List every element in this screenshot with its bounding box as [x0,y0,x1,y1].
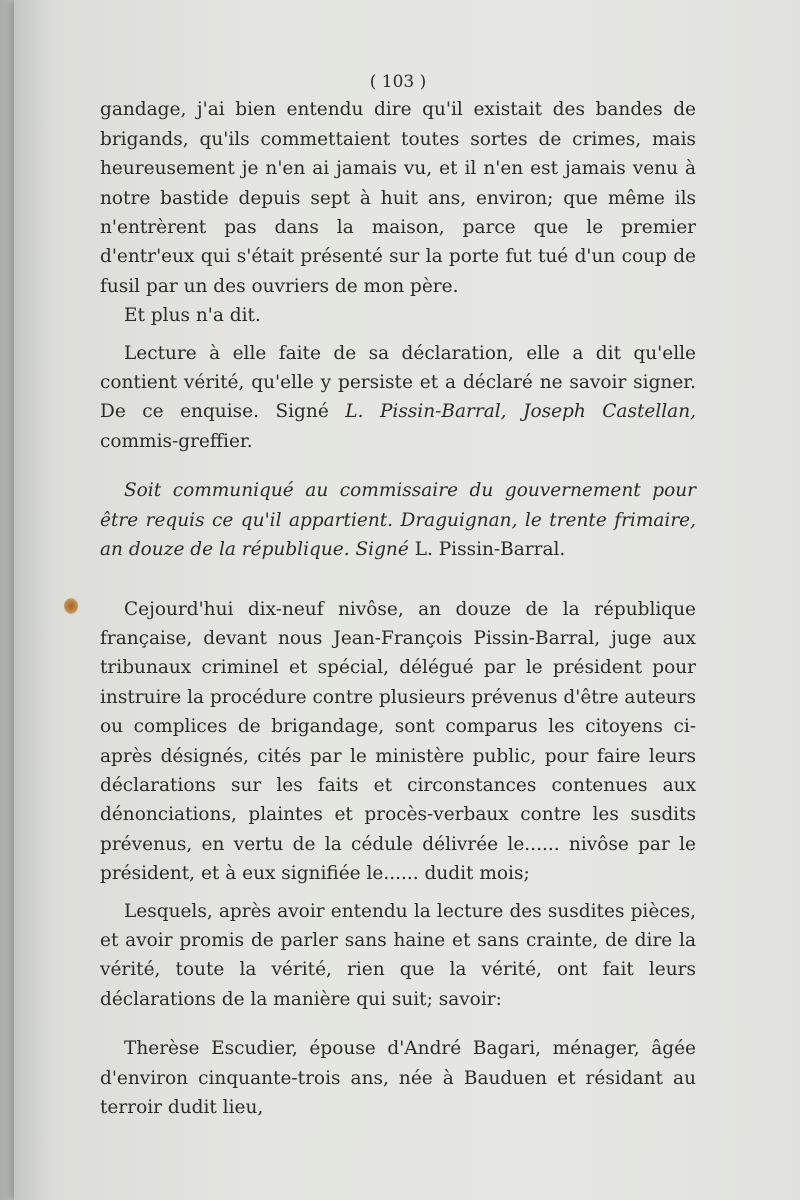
paragraph-witness-identity: Therèse Escudier, épouse d'André Bagari, ménager, âgée d'environ cinquante-trois ans, née à Bauduen et résidant au terroir dudit lieu, [100,1038,696,1118]
page-text [100,68,696,1122]
communication-order-text: Soit communiqué au commissaire du gouvernement pour être requis ce qu'il appartient. Draguignan, le trente frimaire, an douze de la république. Signé [100,480,696,561]
paragraph-closing-statement: Et plus n'a dit. [124,305,261,327]
signature-prefix: Signé [275,401,329,423]
page-number: ( 103 ) [369,72,427,92]
paragraph-brigandage-testimony: gandage, j'ai bien entendu dire qu'il existait des bandes de brigands, qu'ils commettaient toutes sortes de crimes, mais heureusement je n'en ai jamais vu, et il n'en est jamais venu à notre bastide depuis sept à huit ans, environ; que même ils n'entrèrent pas dans la maison, parce que le premier d'entr'eux qui s'était présenté sur la porte fut tué d'un coup de fusil par un des ouvriers de mon père. [100,99,696,297]
paragraph-reading-declaration [100,339,696,457]
reading-declaration-text: Lecture à elle faite de sa déclaration, elle a dit qu'elle contient vérité, qu'elle y persiste et a déclaré ne savoir signer. De ce enquise. [100,342,696,423]
order-signature-names: L. Pissin-Barral. [414,539,566,561]
paragraph-communication-order [100,476,696,564]
paragraph-oath: Lesquels, après avoir entendu la lecture des susdites pièces, et avoir promis de parler sans haine et sans crainte, de dire la vérité, toute la vérité, rien que la vérité, ont fait leurs déclarations de la manière qui suit; savoir: [100,900,696,1010]
paragraph-hearing-opening: Cejourd'hui dix-neuf nivôse, an douze de la république française, devant nous Jean-François Pissin-Barral, juge aux tribunaux criminel et spécial, délégué par le président pour instruire la procédure contre plusieurs prévenus d'être auteurs ou complices de brigandage, sont comparus les citoyens ci-après désignés, cités par le ministère public, pour faire leurs déclarations sur les faits et circonstances contenues aux dénonciations, plaintes et procès-verbaux contre les susdits prévenus, en vertu de la cédule délivrée le...... nivôse par le président, et à eux signifiée le...... dudit mois; [100,598,696,885]
paper-stain [64,598,78,614]
signature-suffix: commis-greffier. [100,430,253,452]
signature-names: L. Pissin-Barral, Joseph Castellan, [345,401,696,423]
